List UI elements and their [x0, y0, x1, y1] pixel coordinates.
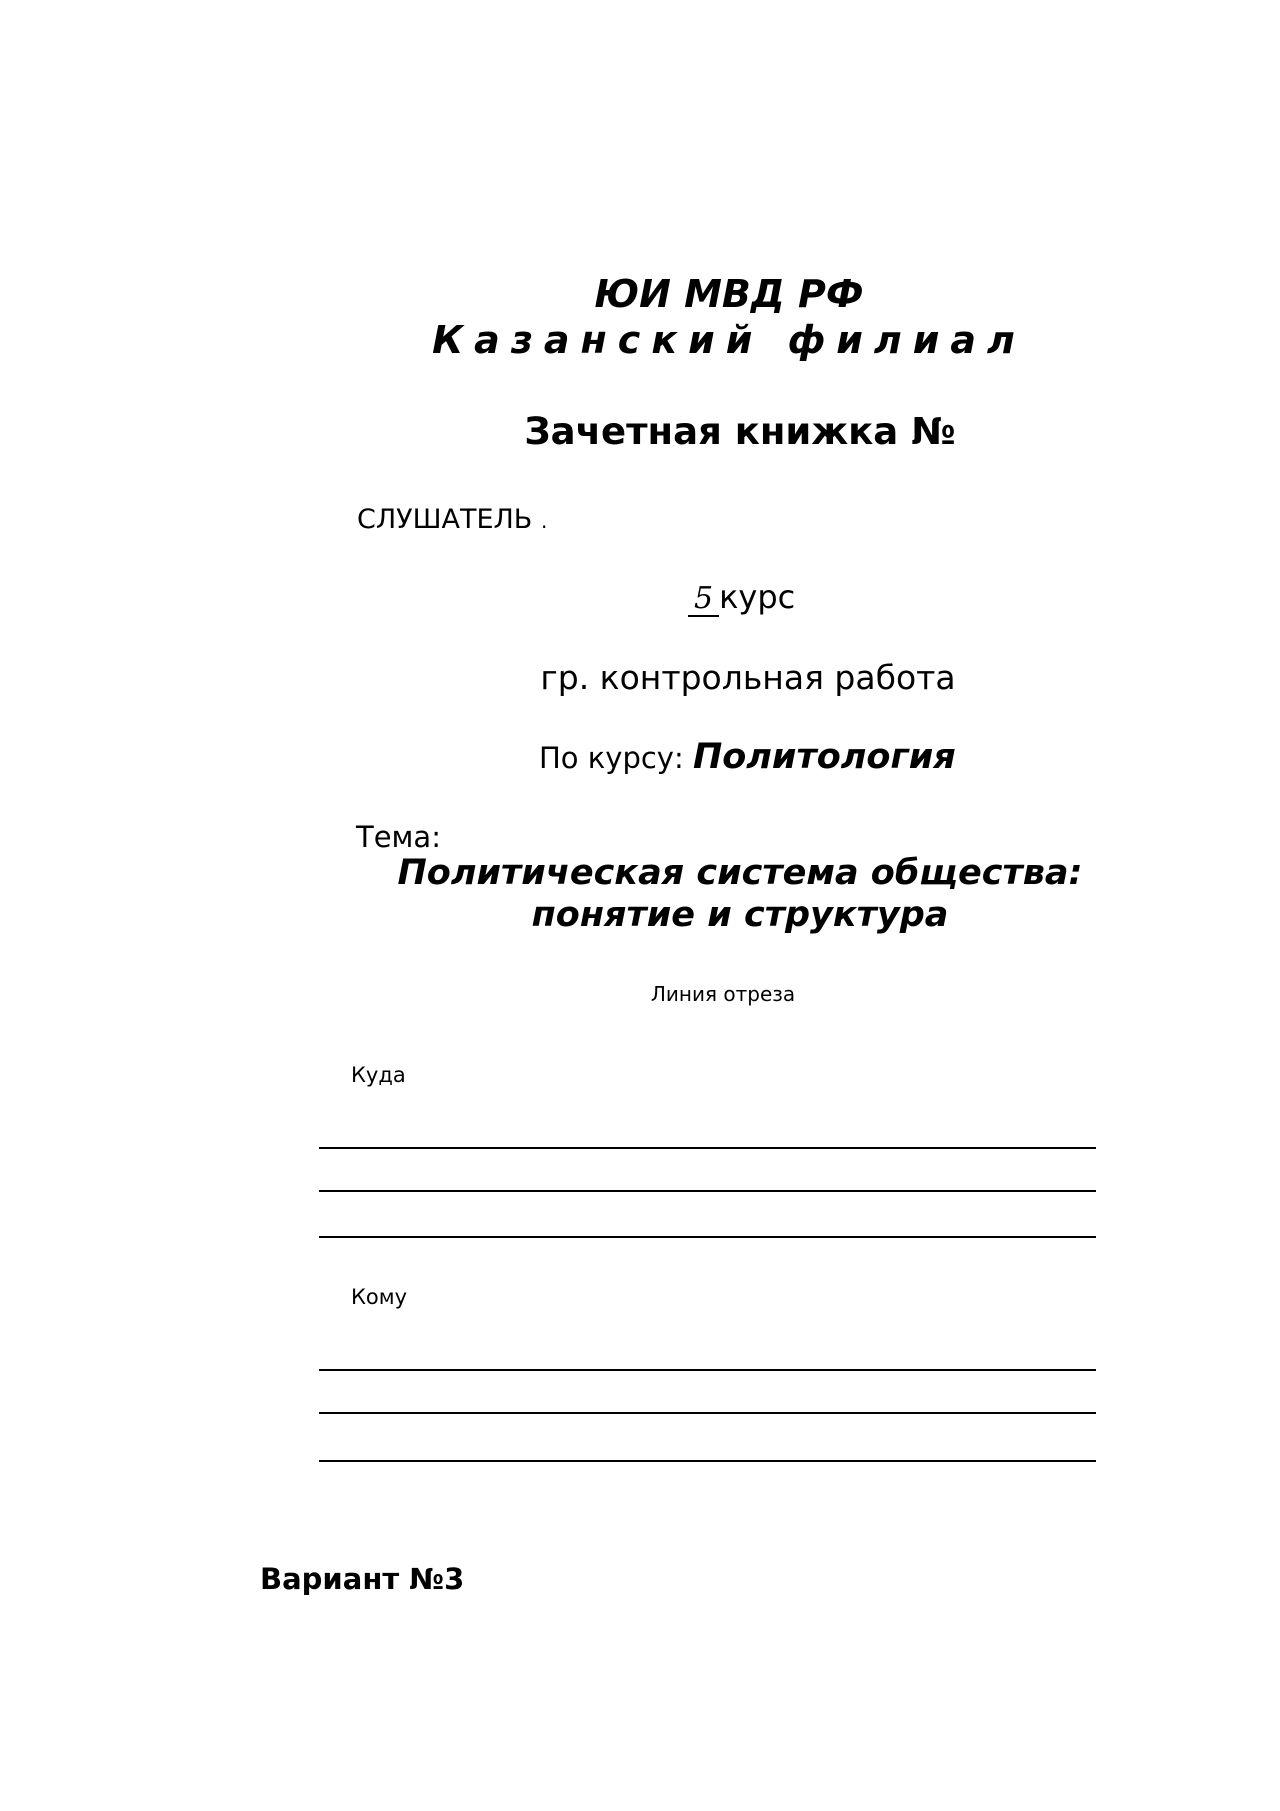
- subject-name: Политология: [692, 737, 956, 777]
- course-number: 5: [688, 583, 719, 617]
- subject-label: По курсу:: [539, 741, 684, 775]
- student-trailing-mark: .: [540, 509, 548, 533]
- theme-title-line-1: Политическая система общества:: [397, 853, 1083, 893]
- where-line-3: [319, 1236, 1096, 1238]
- student-line: [357, 504, 547, 535]
- theme-title: [397, 852, 1082, 936]
- where-line-1: [319, 1147, 1096, 1149]
- organization-name: ЮИ МВД РФ: [594, 272, 864, 316]
- group-line: гр. контрольная работа: [540, 658, 956, 697]
- theme-label: Тема:: [356, 820, 441, 854]
- cut-line-label: Линия отреза: [650, 982, 796, 1006]
- where-line-2: [319, 1190, 1096, 1192]
- variant-number: Вариант №3: [260, 1562, 465, 1596]
- subject-line: [539, 737, 956, 777]
- record-book-title: Зачетная книжка №: [524, 410, 956, 453]
- whom-line-3: [319, 1460, 1096, 1462]
- student-label: СЛУШАТЕЛЬ: [357, 504, 533, 535]
- theme-title-line-2: понятие и структура: [531, 895, 949, 935]
- whom-label: Кому: [351, 1285, 408, 1309]
- course-line: [688, 578, 795, 617]
- where-label: Куда: [351, 1063, 406, 1087]
- whom-line-1: [319, 1369, 1096, 1371]
- whom-line-2: [319, 1412, 1096, 1414]
- branch-name: Казанский филиал: [432, 318, 1026, 362]
- course-label: курс: [719, 578, 796, 616]
